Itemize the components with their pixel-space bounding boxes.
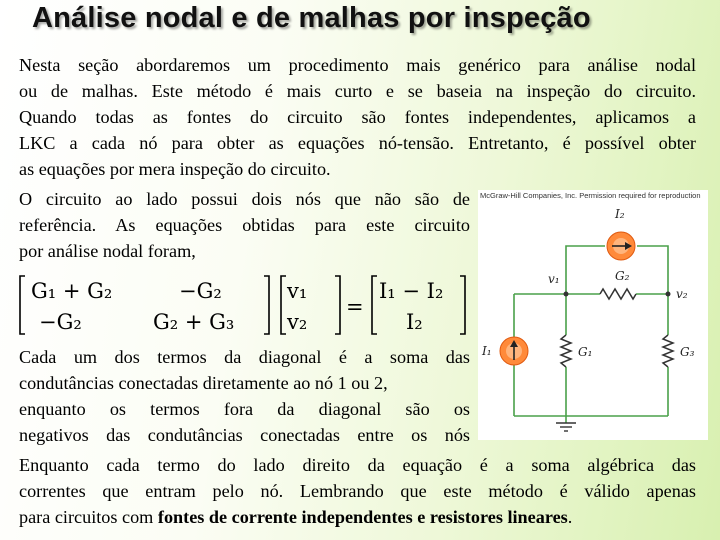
rhs-cell: I₂	[406, 310, 423, 334]
circuit-line: por análise nodal foram,	[19, 241, 196, 261]
circuit-wires	[514, 246, 668, 423]
conclusion-period: .	[567, 507, 573, 527]
label-v2: v₂	[676, 287, 688, 301]
figure-credit: McGraw-Hill Companies, Inc. Permission required for reproduction	[480, 191, 701, 200]
diagonal-line: negativos das condutâncias conectadas entre os nós	[19, 425, 470, 445]
circuit-figure	[478, 190, 708, 440]
resistor-g1	[561, 335, 571, 367]
equals-sign: =	[346, 295, 364, 319]
unknown-v2: v₂	[287, 310, 308, 334]
matrix-cell: G₂ + G₃	[153, 310, 235, 334]
conclusion-line: correntes que entram pelo nó. Lembrando que este método é válido apenas	[19, 481, 696, 501]
intro-line: as equações por mera inspeção do circuito.	[19, 159, 331, 179]
matrix-cell: G₁ + G₂	[31, 279, 113, 303]
intro-line: Nesta seção abordaremos um procedimento mais genérico para análise nodal	[19, 55, 696, 75]
matrix-cell: −G₂	[39, 310, 82, 334]
conclusion-line	[19, 504, 572, 530]
intro-line: LKC a cada nó para obter as equações nó-tensão. Entretanto, é possível obter	[19, 133, 696, 153]
label-i1: I₁	[482, 344, 492, 358]
matrix-cell: −G₂	[179, 279, 222, 303]
conclusion-text: para circuitos com	[19, 507, 158, 527]
intro-line: Quando todas as fontes do circuito são fontes independentes, aplicamos a	[19, 107, 696, 127]
node-dot	[666, 292, 671, 297]
unknown-v1: v₁	[287, 279, 308, 303]
circuit-diagram	[478, 190, 708, 440]
label-g2: G₂	[615, 269, 630, 283]
nodal-matrix-equation	[17, 272, 467, 338]
node-dot	[564, 292, 569, 297]
diagonal-line: enquanto os termos fora da diagonal são os	[19, 399, 470, 419]
intro-line: ou de malhas. Este método é mais curto e se baseia na inspeção do circuito.	[19, 81, 696, 101]
ground-icon	[556, 423, 576, 431]
slide-title: Análise nodal e de malhas por inspeção	[32, 2, 591, 34]
resistor-g2	[600, 289, 636, 299]
label-i2: I₂	[615, 207, 625, 221]
resistor-g3	[663, 335, 673, 367]
current-source-i1	[500, 337, 528, 365]
circuit-line: O circuito ao lado possui dois nós que não são de	[19, 189, 470, 209]
label-v1: v₁	[548, 272, 560, 286]
conclusion-emphasis: fontes de corrente independentes e resistores lineares	[157, 507, 568, 527]
circuit-line: referência. As equações obtidas para este circuito	[19, 215, 470, 235]
diagonal-line: condutâncias conectadas diretamente ao nó 1 ou 2,	[19, 373, 388, 393]
rhs-cell: I₁ − I₂	[379, 279, 444, 303]
diagonal-line: Cada um dos termos da diagonal é a soma das	[19, 347, 470, 367]
label-g3: G₃	[680, 345, 695, 359]
label-g1: G₁	[578, 345, 593, 359]
conclusion-line: Enquanto cada termo do lado direito da equação é a soma algébrica das	[19, 455, 696, 475]
current-source-i2	[607, 232, 635, 260]
